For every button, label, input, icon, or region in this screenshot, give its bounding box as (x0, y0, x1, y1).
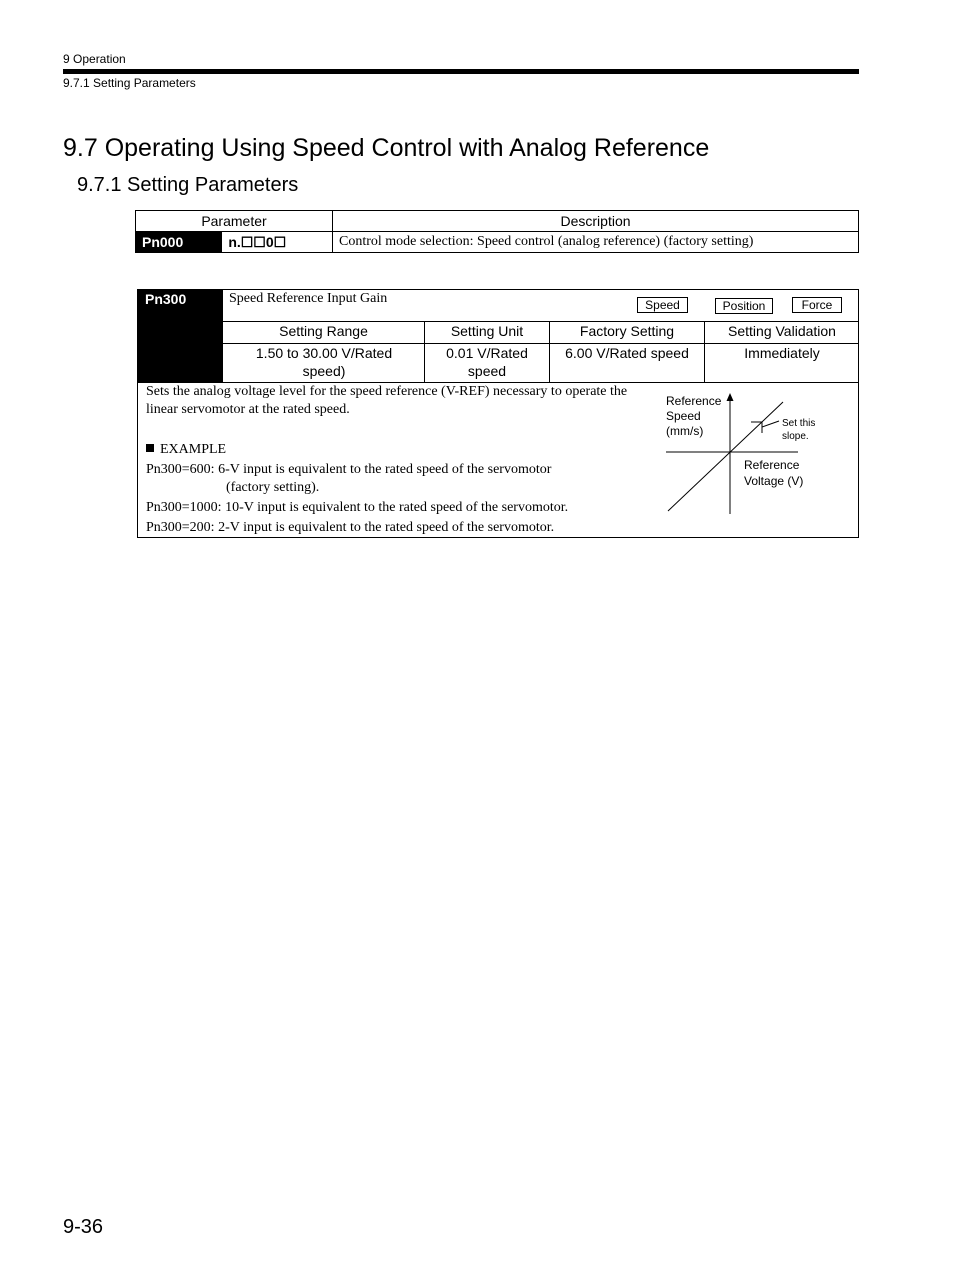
header-rule (63, 69, 859, 74)
pn300-label-block (138, 290, 223, 382)
description-line-2: linear servomotor at the rated speed. (146, 402, 350, 417)
note-leader (762, 421, 779, 427)
header-setting-unit: Setting Unit (450, 323, 524, 339)
example-line-1-cont: (factory setting). (226, 480, 320, 495)
parameter-table (135, 210, 859, 253)
pn300-param: Pn300 (145, 291, 187, 307)
param-description: Control mode selection: Speed control (analog reference) (factory setting) (333, 232, 859, 253)
header-setting-range: Setting Range (279, 323, 368, 339)
running-header-section: 9.7.1 Setting Parameters (63, 76, 196, 90)
x-label-1: Reference (744, 458, 800, 472)
section-title: 9.7.1 Setting Parameters (77, 174, 299, 196)
param-value: n.☐☐0☐ (222, 232, 333, 253)
example-line-3: Pn300=200: 2-V input is equivalent to the rated speed of the servomotor. (146, 520, 555, 535)
example-line-1: Pn300=600: 6-V input is equivalent to the rated speed of the servomotor (146, 462, 552, 477)
pn300-name: Speed Reference Input Gain (229, 291, 388, 306)
pn300-box (137, 289, 859, 538)
example-heading (146, 441, 226, 459)
y-label-3: (mm/s) (666, 424, 704, 438)
tag-speed: Speed (637, 297, 688, 313)
page-number: 9-36 (63, 1216, 104, 1238)
tag-position: Position (715, 298, 773, 314)
col-parameter: Parameter (136, 211, 333, 232)
value-setting-range: 1.50 to 30.00 V/Rated speed) (255, 345, 393, 379)
page-title: 9.7 Operating Using Speed Control with Analog Reference (63, 134, 710, 162)
running-header-chapter: 9 Operation (63, 52, 126, 66)
y-label-1: Reference (666, 394, 722, 408)
y-label-2: Speed (666, 409, 701, 423)
square-bullet-icon (146, 444, 154, 452)
example-label: EXAMPLE (160, 442, 227, 457)
x-label-2: Voltage (V) (744, 474, 804, 488)
description-line-1: Sets the analog voltage level for the speed reference (V-REF) necessary to operate the (146, 384, 628, 399)
header-factory-setting: Factory Setting (579, 323, 675, 339)
col-description: Description (333, 211, 859, 232)
example-line-2: Pn300=1000: 10-V input is equivalent to the rated speed of the servomotor. (146, 500, 569, 515)
value-setting-unit: 0.01 V/Rated speed (446, 345, 528, 379)
value-factory-setting: 6.00 V/Rated speed (565, 345, 689, 361)
header-setting-validation: Setting Validation (728, 323, 836, 339)
value-setting-validation: Immediately (744, 345, 820, 361)
slope-note-1: Set this (782, 418, 816, 429)
tag-force: Force (792, 297, 842, 313)
param-pn000: Pn000 (136, 232, 222, 253)
table-row (136, 232, 859, 253)
y-axis-arrow-icon (727, 393, 734, 401)
slope-note-2: slope. (782, 431, 809, 442)
